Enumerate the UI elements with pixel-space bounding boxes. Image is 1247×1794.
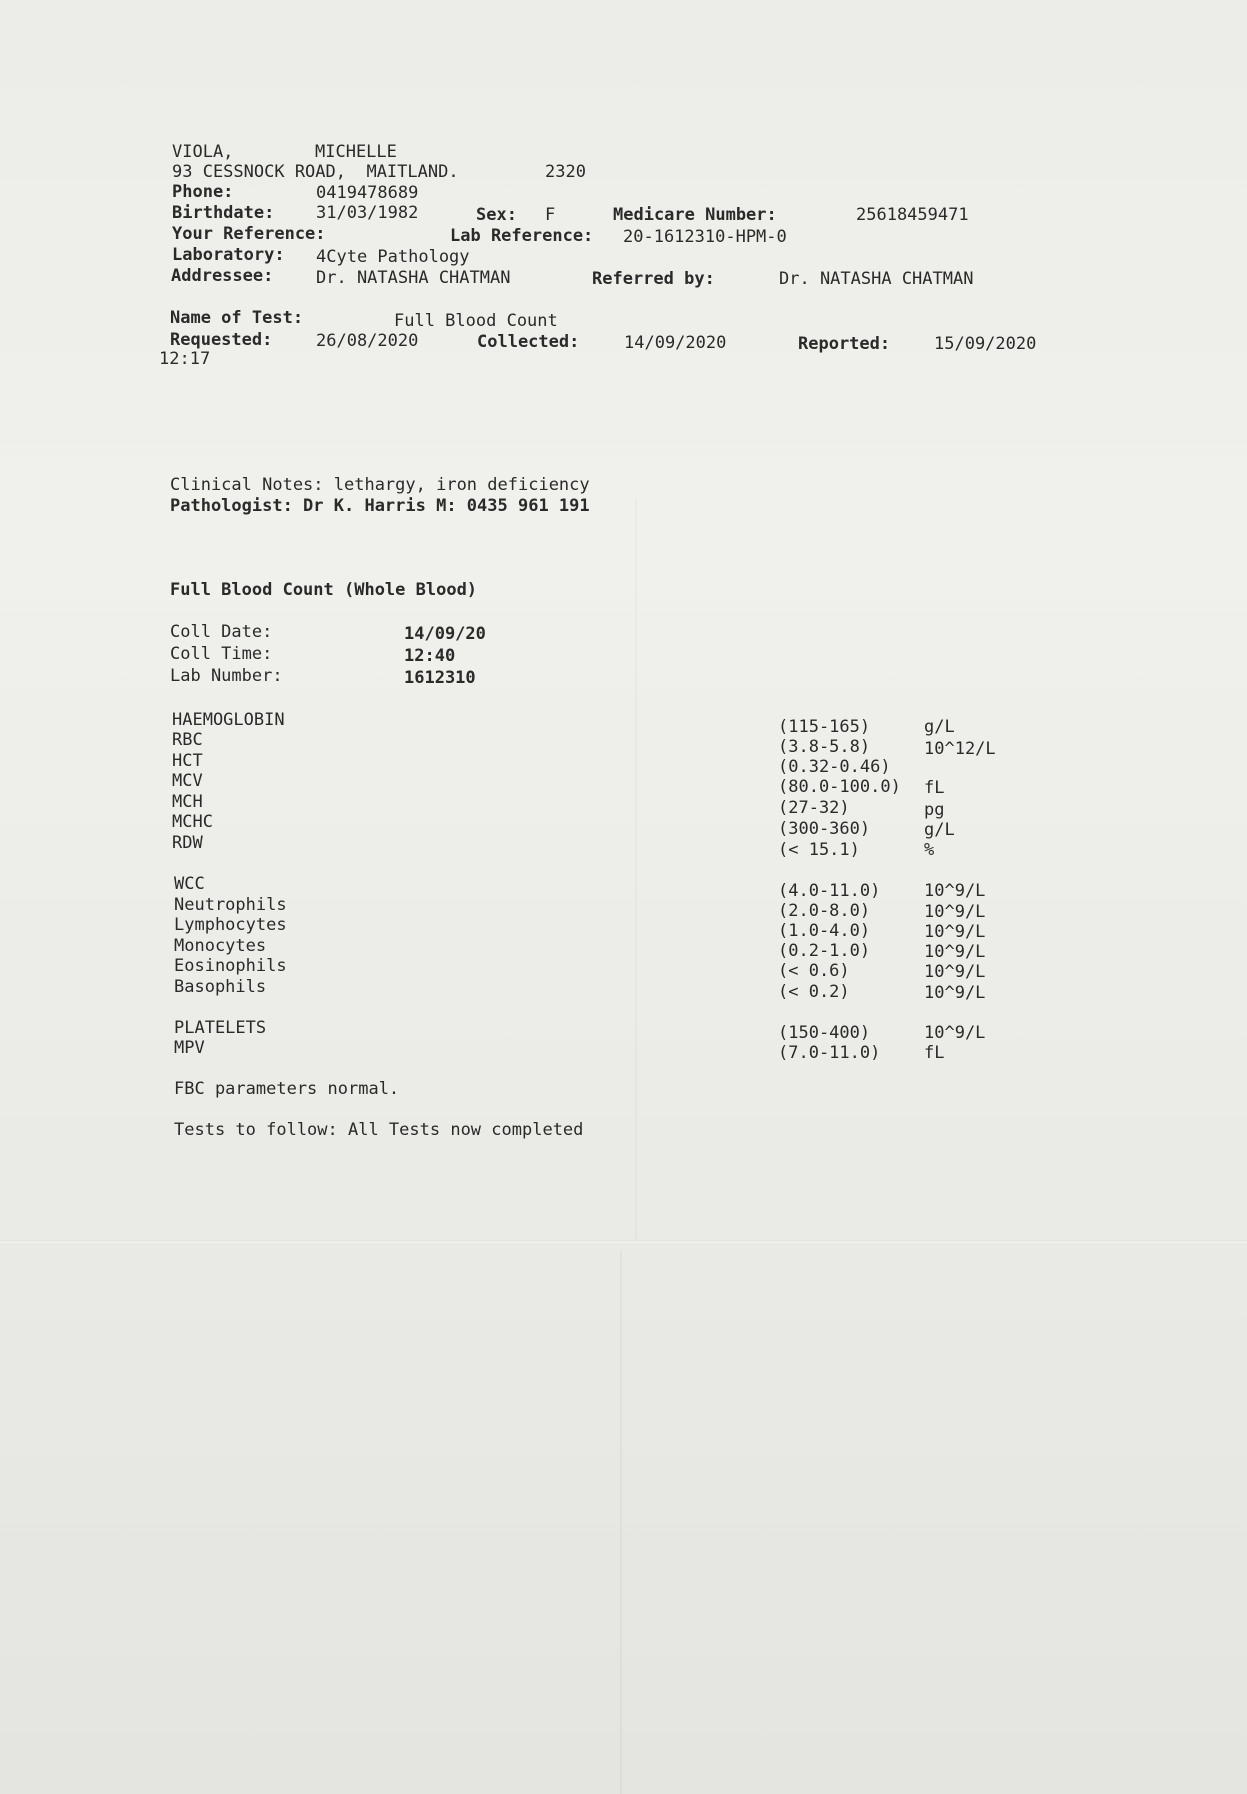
requested-label: Requested:	[170, 330, 273, 350]
addressee-label: Addressee:	[171, 266, 274, 286]
coll-date-value: 14/09/20	[404, 624, 486, 644]
analyte-name: MCH	[172, 792, 203, 812]
unit: 10^9/L	[924, 942, 986, 962]
referred-by-value: Dr. NATASHA CHATMAN	[779, 269, 974, 289]
patient-address: 93 CESSNOCK ROAD, MAITLAND.	[172, 162, 459, 182]
analyte-name: PLATELETS	[174, 1018, 267, 1038]
analyte-name: HAEMOGLOBIN	[172, 710, 285, 730]
unit: g/L	[924, 820, 955, 840]
reference-range: (27-32)	[778, 798, 850, 818]
analyte-name: MPV	[174, 1038, 205, 1058]
analyte-name: RBC	[172, 730, 203, 750]
unit: fL	[924, 778, 945, 798]
reference-range: (< 15.1)	[778, 840, 860, 860]
collected-label: Collected:	[477, 332, 580, 352]
pathologist: Pathologist: Dr K. Harris M: 0435 961 191	[170, 496, 590, 516]
unit: 10^9/L	[924, 962, 986, 982]
test-name-value: Full Blood Count	[394, 311, 558, 331]
reference-range: (3.8-5.8)	[778, 737, 871, 757]
sex-label: Sex:	[476, 205, 517, 225]
unit: 10^9/L	[924, 902, 986, 922]
reference-range: (150-400)	[778, 1023, 871, 1043]
analyte-name: RDW	[172, 833, 203, 853]
addressee-value: Dr. NATASHA CHATMAN	[316, 268, 511, 288]
tests-to-follow: Tests to follow: All Tests now completed	[174, 1120, 584, 1140]
paper-fold	[635, 500, 637, 1240]
reference-range: (0.32-0.46)	[778, 757, 891, 777]
analyte-name: Basophils	[174, 977, 267, 997]
analyte-name: WCC	[174, 874, 205, 894]
unit: g/L	[924, 717, 955, 737]
your-reference-label: Your Reference:	[172, 224, 326, 244]
medicare-label: Medicare Number:	[613, 205, 777, 225]
reference-range: (80.0-100.0)	[778, 777, 901, 797]
unit: %	[924, 840, 935, 860]
coll-time-value: 12:40	[404, 646, 456, 666]
lab-number-label: Lab Number:	[170, 666, 283, 686]
paper-fold	[0, 1240, 1247, 1243]
test-name-label: Name of Test:	[170, 308, 304, 328]
birthdate-label: Birthdate:	[172, 203, 275, 223]
unit: 10^9/L	[924, 922, 986, 942]
reported-value: 15/09/2020	[934, 334, 1037, 354]
patient-given-name: MICHELLE	[315, 142, 397, 162]
analyte-name: Eosinophils	[174, 956, 287, 976]
referred-by-label: Referred by:	[592, 269, 715, 289]
coll-date-label: Coll Date:	[170, 622, 273, 642]
phone-label: Phone:	[172, 182, 234, 202]
patient-postcode: 2320	[545, 162, 586, 182]
collected-value: 14/09/2020	[624, 333, 727, 353]
reference-range: (115-165)	[778, 717, 871, 737]
analyte-name: HCT	[172, 751, 203, 771]
unit: 10^9/L	[924, 881, 986, 901]
reference-range: (4.0-11.0)	[778, 881, 881, 901]
unit: pg	[924, 800, 945, 820]
reference-range: (< 0.6)	[778, 961, 850, 981]
sex-value: F	[545, 205, 556, 225]
coll-time-label: Coll Time:	[170, 644, 273, 664]
results-title: Full Blood Count (Whole Blood)	[170, 580, 478, 600]
analyte-name: MCV	[172, 771, 203, 791]
requested-value: 26/08/2020	[316, 331, 419, 351]
unit: 10^12/L	[924, 739, 996, 759]
unit: 10^9/L	[924, 1023, 986, 1043]
unit: 10^9/L	[924, 983, 986, 1003]
analyte-name: Lymphocytes	[174, 915, 287, 935]
analyte-name: Monocytes	[174, 936, 267, 956]
phone-value: 0419478689	[316, 183, 419, 203]
lab-number-value: 1612310	[404, 668, 476, 688]
laboratory-label: Laboratory:	[172, 245, 285, 265]
reported-time: 12:17	[159, 349, 211, 369]
paper-fold	[620, 1250, 622, 1794]
laboratory-value: 4Cyte Pathology	[316, 247, 470, 267]
reference-range: (1.0-4.0)	[778, 921, 871, 941]
analyte-name: MCHC	[172, 812, 213, 832]
reference-range: (2.0-8.0)	[778, 901, 871, 921]
patient-surname: VIOLA,	[172, 142, 234, 162]
lab-reference-label: Lab Reference:	[450, 226, 594, 246]
analyte-name: Neutrophils	[174, 895, 287, 915]
reported-label: Reported:	[798, 334, 891, 354]
birthdate-value: 31/03/1982	[316, 203, 419, 223]
clinical-notes: Clinical Notes: lethargy, iron deficiency	[170, 475, 590, 495]
reference-range: (7.0-11.0)	[778, 1043, 881, 1063]
lab-reference-value: 20-1612310-HPM-0	[623, 227, 787, 247]
unit: fL	[924, 1043, 945, 1063]
reference-range: (0.2-1.0)	[778, 941, 871, 961]
reference-range: (300-360)	[778, 819, 871, 839]
fbc-comment: FBC parameters normal.	[174, 1079, 400, 1099]
medicare-value: 25618459471	[856, 205, 969, 225]
reference-range: (< 0.2)	[778, 982, 850, 1002]
